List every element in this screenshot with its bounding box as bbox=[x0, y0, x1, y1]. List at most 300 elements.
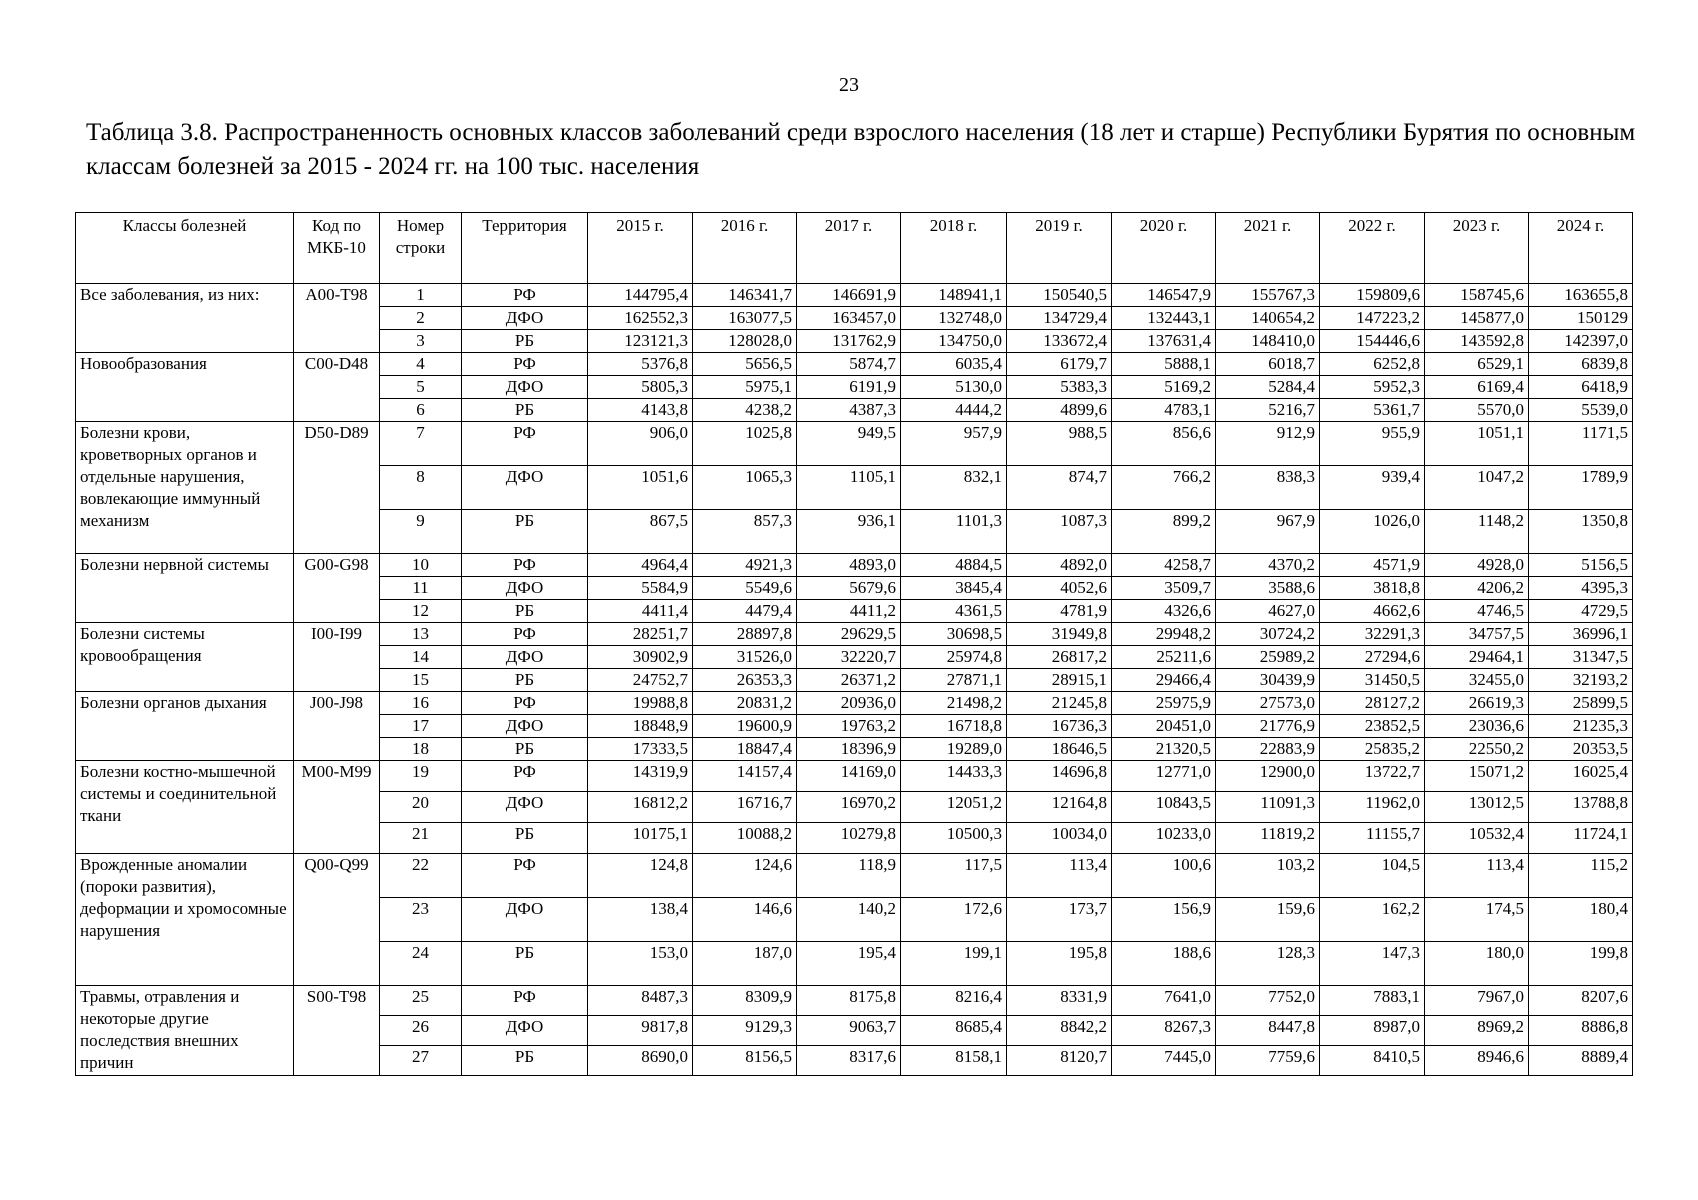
value-cell: 1051,1 bbox=[1425, 422, 1529, 466]
table-title: Таблица 3.8. Распространенность основных классов заболеваний среди взрослого населения (18 лет и старше) Республики Бурятия по основным классам болезней за 2015 - 2024 гг. на 100 тыс. населения bbox=[86, 119, 1636, 180]
value-cell: 132748,0 bbox=[901, 307, 1007, 330]
value-cell: 31526,0 bbox=[693, 646, 797, 669]
value-cell: 163655,8 bbox=[1529, 284, 1633, 307]
value-cell: 4206,2 bbox=[1425, 577, 1529, 600]
row-number-cell: 15 bbox=[380, 669, 462, 692]
territory-cell: РБ bbox=[462, 1046, 588, 1076]
header-code: Код по МКБ-10 bbox=[294, 213, 380, 284]
value-cell: 4052,6 bbox=[1007, 577, 1112, 600]
value-cell: 124,6 bbox=[693, 854, 797, 898]
territory-cell: ДФО bbox=[462, 577, 588, 600]
value-cell: 955,9 bbox=[1320, 422, 1425, 466]
value-cell: 25835,2 bbox=[1320, 738, 1425, 761]
value-cell: 124,8 bbox=[588, 854, 693, 898]
value-cell: 195,4 bbox=[797, 942, 901, 986]
value-cell: 4361,5 bbox=[901, 600, 1007, 623]
value-cell: 1105,1 bbox=[797, 466, 901, 510]
value-cell: 21245,8 bbox=[1007, 692, 1112, 715]
value-cell: 26353,3 bbox=[693, 669, 797, 692]
value-cell: 162552,3 bbox=[588, 307, 693, 330]
value-cell: 146547,9 bbox=[1112, 284, 1216, 307]
value-cell: 162,2 bbox=[1320, 898, 1425, 942]
value-cell: 29629,5 bbox=[797, 623, 901, 646]
value-cell: 3818,8 bbox=[1320, 577, 1425, 600]
value-cell: 172,6 bbox=[901, 898, 1007, 942]
icd-code-cell: A00-T98 bbox=[294, 284, 380, 353]
value-cell: 8487,3 bbox=[588, 986, 693, 1016]
value-cell: 949,5 bbox=[797, 422, 901, 466]
value-cell: 4783,1 bbox=[1112, 399, 1216, 422]
value-cell: 123121,3 bbox=[588, 330, 693, 353]
value-cell: 7883,1 bbox=[1320, 986, 1425, 1016]
value-cell: 128028,0 bbox=[693, 330, 797, 353]
value-cell: 14696,8 bbox=[1007, 761, 1112, 792]
value-cell: 4781,9 bbox=[1007, 600, 1112, 623]
value-cell: 138,4 bbox=[588, 898, 693, 942]
value-cell: 5888,1 bbox=[1112, 353, 1216, 376]
header-year: 2021 г. bbox=[1216, 213, 1320, 284]
value-cell: 838,3 bbox=[1216, 466, 1320, 510]
row-number-cell: 23 bbox=[380, 898, 462, 942]
value-cell: 5805,3 bbox=[588, 376, 693, 399]
value-cell: 8889,4 bbox=[1529, 1046, 1633, 1076]
header-year: 2016 г. bbox=[693, 213, 797, 284]
value-cell: 7759,6 bbox=[1216, 1046, 1320, 1076]
row-number-cell: 24 bbox=[380, 942, 462, 986]
value-cell: 9129,3 bbox=[693, 1016, 797, 1046]
value-cell: 8447,8 bbox=[1216, 1016, 1320, 1046]
value-cell: 8331,9 bbox=[1007, 986, 1112, 1016]
value-cell: 10088,2 bbox=[693, 823, 797, 854]
value-cell: 28251,7 bbox=[588, 623, 693, 646]
value-cell: 6418,9 bbox=[1529, 376, 1633, 399]
disease-class-cell: Болезни крови, кроветворных органов и отдельные нарушения, вовлекающие иммунный механизм bbox=[76, 422, 294, 554]
value-cell: 133672,4 bbox=[1007, 330, 1112, 353]
value-cell: 30698,5 bbox=[901, 623, 1007, 646]
value-cell: 936,1 bbox=[797, 510, 901, 554]
value-cell: 25974,8 bbox=[901, 646, 1007, 669]
value-cell: 4627,0 bbox=[1216, 600, 1320, 623]
value-cell: 21776,9 bbox=[1216, 715, 1320, 738]
value-cell: 143592,8 bbox=[1425, 330, 1529, 353]
value-cell: 5584,9 bbox=[588, 577, 693, 600]
value-cell: 16970,2 bbox=[797, 792, 901, 823]
value-cell: 16025,4 bbox=[1529, 761, 1633, 792]
value-cell: 148941,1 bbox=[901, 284, 1007, 307]
value-cell: 131762,9 bbox=[797, 330, 901, 353]
value-cell: 8267,3 bbox=[1112, 1016, 1216, 1046]
value-cell: 12164,8 bbox=[1007, 792, 1112, 823]
value-cell: 5656,5 bbox=[693, 353, 797, 376]
value-cell: 31347,5 bbox=[1529, 646, 1633, 669]
header-year: 2017 г. bbox=[797, 213, 901, 284]
value-cell: 1171,5 bbox=[1529, 422, 1633, 466]
territory-cell: РБ bbox=[462, 399, 588, 422]
table-row bbox=[76, 986, 1633, 1016]
value-cell: 5383,3 bbox=[1007, 376, 1112, 399]
value-cell: 1026,0 bbox=[1320, 510, 1425, 554]
value-cell: 4964,4 bbox=[588, 554, 693, 577]
value-cell: 1148,2 bbox=[1425, 510, 1529, 554]
value-cell: 16718,8 bbox=[901, 715, 1007, 738]
value-cell: 4395,3 bbox=[1529, 577, 1633, 600]
row-number-cell: 17 bbox=[380, 715, 462, 738]
value-cell: 7445,0 bbox=[1112, 1046, 1216, 1076]
value-cell: 6529,1 bbox=[1425, 353, 1529, 376]
value-cell: 4411,2 bbox=[797, 600, 901, 623]
row-number-cell: 19 bbox=[380, 761, 462, 792]
row-number-cell: 8 bbox=[380, 466, 462, 510]
territory-cell: РФ bbox=[462, 554, 588, 577]
table-row bbox=[76, 284, 1633, 307]
value-cell: 11155,7 bbox=[1320, 823, 1425, 854]
value-cell: 4444,2 bbox=[901, 399, 1007, 422]
value-cell: 8120,7 bbox=[1007, 1046, 1112, 1076]
row-number-cell: 10 bbox=[380, 554, 462, 577]
value-cell: 159809,6 bbox=[1320, 284, 1425, 307]
value-cell: 36996,1 bbox=[1529, 623, 1633, 646]
row-number-cell: 25 bbox=[380, 986, 462, 1016]
value-cell: 1350,8 bbox=[1529, 510, 1633, 554]
header-year: 2022 г. bbox=[1320, 213, 1425, 284]
value-cell: 11962,0 bbox=[1320, 792, 1425, 823]
value-cell: 14319,9 bbox=[588, 761, 693, 792]
value-cell: 9063,7 bbox=[797, 1016, 901, 1046]
value-cell: 5570,0 bbox=[1425, 399, 1529, 422]
value-cell: 5284,4 bbox=[1216, 376, 1320, 399]
value-cell: 137631,4 bbox=[1112, 330, 1216, 353]
value-cell: 906,0 bbox=[588, 422, 693, 466]
value-cell: 4479,4 bbox=[693, 600, 797, 623]
value-cell: 9817,8 bbox=[588, 1016, 693, 1046]
value-cell: 18847,4 bbox=[693, 738, 797, 761]
territory-cell: ДФО bbox=[462, 1016, 588, 1046]
table-row bbox=[76, 692, 1633, 715]
header-year: 2020 г. bbox=[1112, 213, 1216, 284]
value-cell: 1065,3 bbox=[693, 466, 797, 510]
row-number-cell: 4 bbox=[380, 353, 462, 376]
value-cell: 899,2 bbox=[1112, 510, 1216, 554]
value-cell: 113,4 bbox=[1425, 854, 1529, 898]
value-cell: 25211,6 bbox=[1112, 646, 1216, 669]
value-cell: 18646,5 bbox=[1007, 738, 1112, 761]
territory-cell: РФ bbox=[462, 422, 588, 466]
value-cell: 8158,1 bbox=[901, 1046, 1007, 1076]
value-cell: 118,9 bbox=[797, 854, 901, 898]
value-cell: 8207,6 bbox=[1529, 986, 1633, 1016]
value-cell: 150540,5 bbox=[1007, 284, 1112, 307]
row-number-cell: 22 bbox=[380, 854, 462, 898]
value-cell: 4258,7 bbox=[1112, 554, 1216, 577]
value-cell: 150129 bbox=[1529, 307, 1633, 330]
value-cell: 4411,4 bbox=[588, 600, 693, 623]
value-cell: 163077,5 bbox=[693, 307, 797, 330]
table-row bbox=[76, 761, 1633, 792]
territory-cell: РФ bbox=[462, 623, 588, 646]
value-cell: 29948,2 bbox=[1112, 623, 1216, 646]
value-cell: 16716,7 bbox=[693, 792, 797, 823]
value-cell: 11091,3 bbox=[1216, 792, 1320, 823]
disease-class-cell: Болезни костно-мышечной системы и соединительной ткани bbox=[76, 761, 294, 854]
territory-cell: РБ bbox=[462, 669, 588, 692]
header-year: 2015 г. bbox=[588, 213, 693, 284]
value-cell: 5874,7 bbox=[797, 353, 901, 376]
row-number-cell: 14 bbox=[380, 646, 462, 669]
icd-code-cell: M00-M99 bbox=[294, 761, 380, 854]
row-number-cell: 1 bbox=[380, 284, 462, 307]
row-number-cell: 21 bbox=[380, 823, 462, 854]
value-cell: 12900,0 bbox=[1216, 761, 1320, 792]
value-cell: 4893,0 bbox=[797, 554, 901, 577]
value-cell: 22550,2 bbox=[1425, 738, 1529, 761]
disease-class-cell: Болезни нервной системы bbox=[76, 554, 294, 623]
value-cell: 912,9 bbox=[1216, 422, 1320, 466]
value-cell: 27871,1 bbox=[901, 669, 1007, 692]
value-cell: 21235,3 bbox=[1529, 715, 1633, 738]
territory-cell: РБ bbox=[462, 600, 588, 623]
value-cell: 140654,2 bbox=[1216, 307, 1320, 330]
value-cell: 8946,6 bbox=[1425, 1046, 1529, 1076]
value-cell: 10233,0 bbox=[1112, 823, 1216, 854]
value-cell: 7752,0 bbox=[1216, 986, 1320, 1016]
value-cell: 23852,5 bbox=[1320, 715, 1425, 738]
row-number-cell: 11 bbox=[380, 577, 462, 600]
value-cell: 19600,9 bbox=[693, 715, 797, 738]
territory-cell: ДФО bbox=[462, 646, 588, 669]
value-cell: 144795,4 bbox=[588, 284, 693, 307]
value-cell: 10175,1 bbox=[588, 823, 693, 854]
territory-cell: РБ bbox=[462, 510, 588, 554]
value-cell: 174,5 bbox=[1425, 898, 1529, 942]
value-cell: 13788,8 bbox=[1529, 792, 1633, 823]
value-cell: 3588,6 bbox=[1216, 577, 1320, 600]
disease-class-cell: Болезни органов дыхания bbox=[76, 692, 294, 761]
icd-code-cell: G00-G98 bbox=[294, 554, 380, 623]
value-cell: 5130,0 bbox=[901, 376, 1007, 399]
value-cell: 6018,7 bbox=[1216, 353, 1320, 376]
value-cell: 31450,5 bbox=[1320, 669, 1425, 692]
value-cell: 8317,6 bbox=[797, 1046, 901, 1076]
value-cell: 5361,7 bbox=[1320, 399, 1425, 422]
value-cell: 8309,9 bbox=[693, 986, 797, 1016]
territory-cell: РФ bbox=[462, 761, 588, 792]
value-cell: 32291,3 bbox=[1320, 623, 1425, 646]
value-cell: 30439,9 bbox=[1216, 669, 1320, 692]
value-cell: 8842,2 bbox=[1007, 1016, 1112, 1046]
territory-cell: ДФО bbox=[462, 792, 588, 823]
value-cell: 29466,4 bbox=[1112, 669, 1216, 692]
value-cell: 20831,2 bbox=[693, 692, 797, 715]
value-cell: 158745,6 bbox=[1425, 284, 1529, 307]
territory-cell: РФ bbox=[462, 986, 588, 1016]
table-row bbox=[76, 854, 1633, 898]
value-cell: 13722,7 bbox=[1320, 761, 1425, 792]
value-cell: 146341,7 bbox=[693, 284, 797, 307]
icd-code-cell: Q00-Q99 bbox=[294, 854, 380, 986]
value-cell: 28915,1 bbox=[1007, 669, 1112, 692]
value-cell: 142397,0 bbox=[1529, 330, 1633, 353]
icd-code-cell: D50-D89 bbox=[294, 422, 380, 554]
value-cell: 5679,6 bbox=[797, 577, 901, 600]
value-cell: 4143,8 bbox=[588, 399, 693, 422]
header-year: 2024 г. bbox=[1529, 213, 1633, 284]
value-cell: 8216,4 bbox=[901, 986, 1007, 1016]
value-cell: 5952,3 bbox=[1320, 376, 1425, 399]
value-cell: 5376,8 bbox=[588, 353, 693, 376]
row-number-cell: 20 bbox=[380, 792, 462, 823]
value-cell: 6191,9 bbox=[797, 376, 901, 399]
value-cell: 153,0 bbox=[588, 942, 693, 986]
value-cell: 25975,9 bbox=[1112, 692, 1216, 715]
value-cell: 18396,9 bbox=[797, 738, 901, 761]
row-number-cell: 7 bbox=[380, 422, 462, 466]
value-cell: 29464,1 bbox=[1425, 646, 1529, 669]
value-cell: 25899,5 bbox=[1529, 692, 1633, 715]
value-cell: 32193,2 bbox=[1529, 669, 1633, 692]
value-cell: 128,3 bbox=[1216, 942, 1320, 986]
value-cell: 6179,7 bbox=[1007, 353, 1112, 376]
row-number-cell: 5 bbox=[380, 376, 462, 399]
value-cell: 10500,3 bbox=[901, 823, 1007, 854]
row-number-cell: 9 bbox=[380, 510, 462, 554]
value-cell: 156,9 bbox=[1112, 898, 1216, 942]
value-cell: 4928,0 bbox=[1425, 554, 1529, 577]
value-cell: 939,4 bbox=[1320, 466, 1425, 510]
value-cell: 13012,5 bbox=[1425, 792, 1529, 823]
header-year: 2019 г. bbox=[1007, 213, 1112, 284]
value-cell: 19763,2 bbox=[797, 715, 901, 738]
territory-cell: ДФО bbox=[462, 715, 588, 738]
row-number-cell: 16 bbox=[380, 692, 462, 715]
value-cell: 24752,7 bbox=[588, 669, 693, 692]
value-cell: 22883,9 bbox=[1216, 738, 1320, 761]
value-cell: 148410,0 bbox=[1216, 330, 1320, 353]
value-cell: 30902,9 bbox=[588, 646, 693, 669]
value-cell: 173,7 bbox=[1007, 898, 1112, 942]
icd-code-cell: I00-I99 bbox=[294, 623, 380, 692]
icd-code-cell: S00-T98 bbox=[294, 986, 380, 1076]
value-cell: 967,9 bbox=[1216, 510, 1320, 554]
territory-cell: РБ bbox=[462, 942, 588, 986]
value-cell: 4571,9 bbox=[1320, 554, 1425, 577]
value-cell: 14169,0 bbox=[797, 761, 901, 792]
territory-cell: РФ bbox=[462, 854, 588, 898]
table-row bbox=[76, 353, 1633, 376]
header-year: 2023 г. bbox=[1425, 213, 1529, 284]
value-cell: 147223,2 bbox=[1320, 307, 1425, 330]
value-cell: 28127,2 bbox=[1320, 692, 1425, 715]
header-class: Классы болезней bbox=[76, 213, 294, 284]
value-cell: 6035,4 bbox=[901, 353, 1007, 376]
value-cell: 20353,5 bbox=[1529, 738, 1633, 761]
value-cell: 26371,2 bbox=[797, 669, 901, 692]
value-cell: 4746,5 bbox=[1425, 600, 1529, 623]
disease-class-cell: Врожденные аномалии (пороки развития), деформации и хромосомные нарушения bbox=[76, 854, 294, 986]
header-row-number: Номер строки bbox=[380, 213, 462, 284]
value-cell: 25989,2 bbox=[1216, 646, 1320, 669]
value-cell: 199,8 bbox=[1529, 942, 1633, 986]
row-number-cell: 18 bbox=[380, 738, 462, 761]
value-cell: 766,2 bbox=[1112, 466, 1216, 510]
value-cell: 16736,3 bbox=[1007, 715, 1112, 738]
value-cell: 4899,6 bbox=[1007, 399, 1112, 422]
icd-code-cell: C00-D48 bbox=[294, 353, 380, 422]
value-cell: 26619,3 bbox=[1425, 692, 1529, 715]
value-cell: 4238,2 bbox=[693, 399, 797, 422]
value-cell: 147,3 bbox=[1320, 942, 1425, 986]
value-cell: 132443,1 bbox=[1112, 307, 1216, 330]
value-cell: 4370,2 bbox=[1216, 554, 1320, 577]
value-cell: 19988,8 bbox=[588, 692, 693, 715]
disease-class-cell: Новообразования bbox=[76, 353, 294, 422]
value-cell: 4884,5 bbox=[901, 554, 1007, 577]
value-cell: 11819,2 bbox=[1216, 823, 1320, 854]
value-cell: 23036,6 bbox=[1425, 715, 1529, 738]
value-cell: 134750,0 bbox=[901, 330, 1007, 353]
territory-cell: РБ bbox=[462, 330, 588, 353]
table-row bbox=[76, 623, 1633, 646]
row-number-cell: 3 bbox=[380, 330, 462, 353]
value-cell: 12051,2 bbox=[901, 792, 1007, 823]
value-cell: 21498,2 bbox=[901, 692, 1007, 715]
value-cell: 100,6 bbox=[1112, 854, 1216, 898]
value-cell: 1789,9 bbox=[1529, 466, 1633, 510]
value-cell: 34757,5 bbox=[1425, 623, 1529, 646]
value-cell: 7967,0 bbox=[1425, 986, 1529, 1016]
value-cell: 5549,6 bbox=[693, 577, 797, 600]
value-cell: 874,7 bbox=[1007, 466, 1112, 510]
morbidity-table bbox=[75, 212, 1633, 1076]
value-cell: 145877,0 bbox=[1425, 307, 1529, 330]
value-cell: 15071,2 bbox=[1425, 761, 1529, 792]
value-cell: 180,4 bbox=[1529, 898, 1633, 942]
value-cell: 117,5 bbox=[901, 854, 1007, 898]
value-cell: 10034,0 bbox=[1007, 823, 1112, 854]
value-cell: 134729,4 bbox=[1007, 307, 1112, 330]
territory-cell: РБ bbox=[462, 823, 588, 854]
value-cell: 8175,8 bbox=[797, 986, 901, 1016]
table-body bbox=[76, 284, 1633, 1076]
value-cell: 10279,8 bbox=[797, 823, 901, 854]
territory-cell: ДФО bbox=[462, 376, 588, 399]
value-cell: 5156,5 bbox=[1529, 554, 1633, 577]
value-cell: 31949,8 bbox=[1007, 623, 1112, 646]
territory-cell: ДФО bbox=[462, 898, 588, 942]
value-cell: 4662,6 bbox=[1320, 600, 1425, 623]
header-year: 2018 г. bbox=[901, 213, 1007, 284]
icd-code-cell: J00-J98 bbox=[294, 692, 380, 761]
value-cell: 26817,2 bbox=[1007, 646, 1112, 669]
row-number-cell: 12 bbox=[380, 600, 462, 623]
value-cell: 195,8 bbox=[1007, 942, 1112, 986]
value-cell: 5169,2 bbox=[1112, 376, 1216, 399]
territory-cell: РФ bbox=[462, 353, 588, 376]
value-cell: 867,5 bbox=[588, 510, 693, 554]
value-cell: 14157,4 bbox=[693, 761, 797, 792]
value-cell: 988,5 bbox=[1007, 422, 1112, 466]
value-cell: 32220,7 bbox=[797, 646, 901, 669]
value-cell: 12771,0 bbox=[1112, 761, 1216, 792]
value-cell: 3509,7 bbox=[1112, 577, 1216, 600]
value-cell: 1025,8 bbox=[693, 422, 797, 466]
value-cell: 1051,6 bbox=[588, 466, 693, 510]
value-cell: 5216,7 bbox=[1216, 399, 1320, 422]
disease-class-cell: Травмы, отравления и некоторые другие последствия внешних причин bbox=[76, 986, 294, 1076]
header-territory: Территория bbox=[462, 213, 588, 284]
value-cell: 1087,3 bbox=[1007, 510, 1112, 554]
value-cell: 180,0 bbox=[1425, 942, 1529, 986]
value-cell: 199,1 bbox=[901, 942, 1007, 986]
